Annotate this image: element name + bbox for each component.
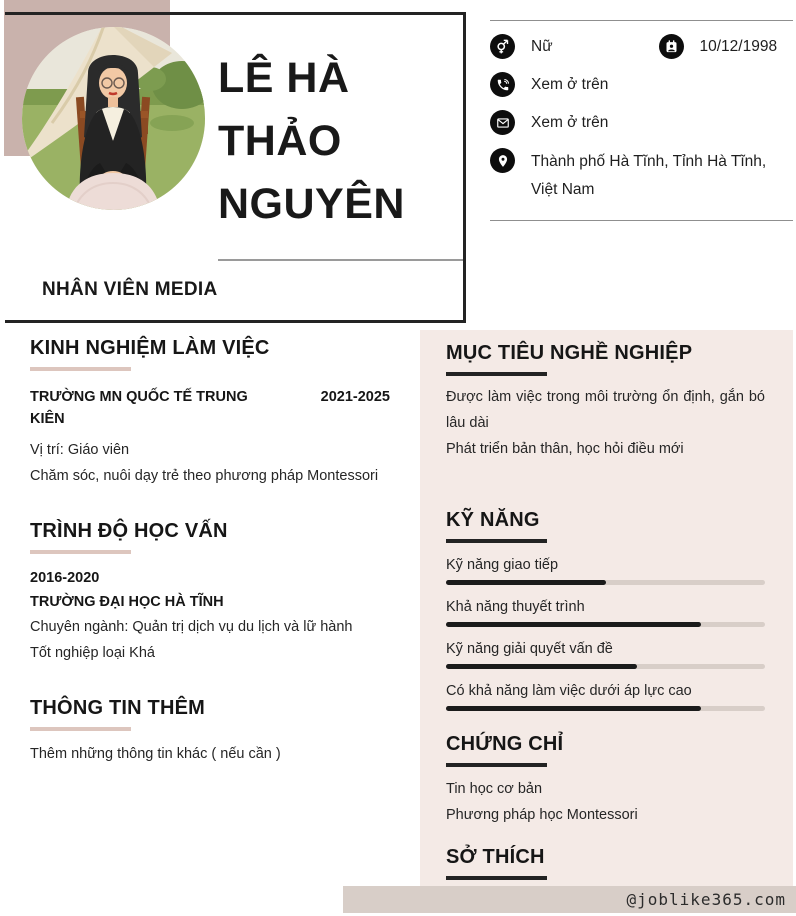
education-period: 2016-2020 xyxy=(30,570,100,586)
certificates-heading: CHỨNG CHỈ xyxy=(446,733,564,755)
experience-heading: KINH NGHIỆM LÀM VIỆC xyxy=(30,337,270,359)
name-separator-line xyxy=(218,259,463,261)
email-value: Xem ở trên xyxy=(531,114,609,131)
experience-org: TRƯỜNG MN QUỐC TẾ TRUNG KIÊN xyxy=(30,389,248,427)
skill-label: Có khả năng làm việc dưới áp lực cao xyxy=(446,683,692,699)
skill-label: Khả năng thuyết trình xyxy=(446,599,585,615)
location-icon xyxy=(490,148,515,173)
phone-value: Xem ở trên xyxy=(531,76,609,93)
skill-item xyxy=(446,554,765,585)
objective-underline xyxy=(446,372,547,376)
address-value: Thành phố Hà Tĩnh, Tỉnh Hà Tĩnh, Việt Nam xyxy=(531,153,767,198)
skill-label: Kỹ năng giải quyết vấn đề xyxy=(446,641,613,657)
skill-bar-track xyxy=(446,580,765,585)
watermark-text: @joblike365.com xyxy=(626,890,786,909)
skill-bar-track xyxy=(446,664,765,669)
experience-position: Vị trí: Giáo viên xyxy=(30,442,130,458)
contact-address xyxy=(490,148,793,204)
additional-heading: THÔNG TIN THÊM xyxy=(30,697,206,719)
contact-email xyxy=(490,110,793,135)
candidate-name xyxy=(218,47,458,236)
birthday-icon xyxy=(659,34,684,59)
education-grade: Tốt nghiệp loại Khá xyxy=(30,645,155,661)
right-column-panel xyxy=(420,330,793,886)
skill-bar-fill xyxy=(446,580,606,585)
skill-item xyxy=(446,596,765,627)
name-line-1: LÊ HÀ xyxy=(218,54,350,102)
skill-bar-fill xyxy=(446,664,637,669)
profile-photo xyxy=(22,27,205,210)
education-heading: TRÌNH ĐỘ HỌC VẤN xyxy=(30,520,228,542)
experience-entry-header xyxy=(30,386,390,430)
section-experience xyxy=(30,336,390,489)
skills-underline xyxy=(446,539,547,543)
experience-underline xyxy=(30,367,131,371)
certificate-line: Tin học cơ bản xyxy=(446,781,543,797)
objective-line-2: Phát triển bản thân, học hỏi điều mới xyxy=(446,441,684,457)
experience-description: Chăm sóc, nuôi dạy trẻ theo phương pháp Montessori xyxy=(30,468,379,484)
left-column xyxy=(30,336,390,767)
education-underline xyxy=(30,550,131,554)
additional-note: Thêm những thông tin khác ( nếu cần ) xyxy=(30,746,281,762)
hobbies-underline xyxy=(446,876,547,880)
skill-bar-track xyxy=(446,706,765,711)
certificates-underline xyxy=(446,763,547,767)
contact-phone xyxy=(490,72,793,97)
experience-period: 2021-2025 xyxy=(320,389,390,405)
contact-section xyxy=(490,20,793,221)
phone-icon xyxy=(490,72,515,97)
objective-heading: MỤC TIÊU NGHỀ NGHIỆP xyxy=(446,342,693,364)
contact-birthday xyxy=(659,34,794,59)
section-certificates xyxy=(446,732,765,828)
gender-icon xyxy=(490,34,515,59)
skill-bar-fill xyxy=(446,706,701,711)
section-additional-info xyxy=(30,696,390,767)
education-major: Chuyên ngành: Quản trị dịch vụ du lịch và lữ hành xyxy=(30,619,353,635)
skill-label: Kỹ năng giao tiếp xyxy=(446,557,559,573)
skills-heading: KỸ NĂNG xyxy=(446,509,540,531)
skill-item xyxy=(446,680,765,711)
section-skills xyxy=(446,508,765,711)
contact-row-gender-birthday xyxy=(490,34,793,59)
job-title: NHÂN VIÊN MEDIA xyxy=(42,279,218,300)
footer-watermark-bar xyxy=(343,886,796,913)
additional-underline xyxy=(30,727,131,731)
section-objective xyxy=(446,341,765,462)
hobbies-heading: SỞ THÍCH xyxy=(446,846,545,868)
skill-item xyxy=(446,638,765,669)
gender-value: Nữ xyxy=(531,38,553,55)
name-line-2: THẢO xyxy=(218,117,342,165)
email-icon xyxy=(490,110,515,135)
contact-gender xyxy=(490,34,625,59)
skill-bar-track xyxy=(446,622,765,627)
objective-line-1: Được làm việc trong môi trường ổn định, gắn bó lâu dài xyxy=(446,389,765,431)
profile-photo-illustration xyxy=(22,27,205,210)
skill-bar-fill xyxy=(446,622,701,627)
birthday-value: 10/12/1998 xyxy=(699,38,778,55)
name-line-3: NGUYÊN xyxy=(218,180,405,228)
certificate-line: Phương pháp học Montessori xyxy=(446,807,638,823)
section-education xyxy=(30,519,390,666)
education-school: TRƯỜNG ĐẠI HỌC HÀ TĨNH xyxy=(30,594,224,610)
